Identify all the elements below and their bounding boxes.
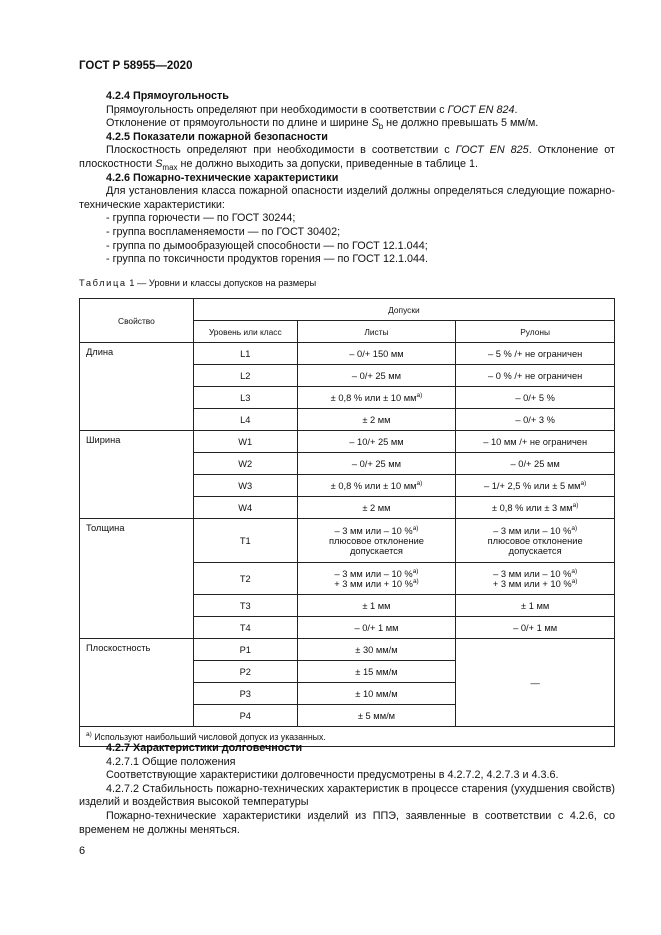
table-caption (79, 278, 316, 288)
symbol-s: S (371, 117, 379, 130)
header-level: Уровень или класс (193, 321, 297, 343)
list-item: - группа по дымообразующей способности — по ГОСТ 12.1.044; (106, 239, 428, 252)
heading-4-2-6: 4.2.6 Пожарно-технические характеристики (106, 171, 339, 184)
footnote-marker: а) (571, 567, 578, 575)
cell-sheets: ± 30 мм/м (297, 639, 456, 661)
cell-rolls: – 3 мм или – 10 %$^{а)}$ + 3 мм или + 10 %$^{а)}$ (456, 563, 615, 595)
cell-level: L2 (193, 365, 297, 387)
footnote-marker: а) (572, 501, 579, 509)
cell-level: W2 (193, 453, 297, 475)
cell-level: L4 (193, 409, 297, 431)
cell-sheets: – 0/+ 25 мм (297, 365, 456, 387)
cell-sheets: ± 2 мм (297, 409, 456, 431)
table-row (80, 639, 615, 661)
cell-sheets: ± 15 мм/м (297, 661, 456, 683)
cell-level: P4 (193, 705, 297, 727)
cell-rolls: – 0 % /+ не ограничен (456, 365, 615, 387)
paragraph-fire-stability: Пожарно-технические характеристики изделий из ППЭ, заявленные в соответствии с 4.2.6, со временем не должны меняться. (79, 809, 615, 836)
cell-level: T3 (193, 595, 297, 617)
paragraph-squareness-method: Прямоугольность определяют при необходимости в соответствии с ГОСТ EN 824. (106, 103, 518, 116)
cell-sheets: ± 2 мм (297, 497, 456, 519)
footnote-marker: а) (86, 730, 92, 738)
ref-gost-en-825: ГОСТ EN 825 (455, 144, 529, 157)
cell-sheets: – 0/+ 25 мм (297, 453, 456, 475)
header-rolls: Рулоны (456, 321, 615, 343)
property-thickness: Толщина (80, 519, 194, 639)
subscript-b: b (378, 122, 384, 132)
cell-level: W1 (193, 431, 297, 453)
header-property: Свойство (80, 299, 194, 343)
table-header-row (80, 299, 615, 321)
list-item: - группа воспламеняемости — по ГОСТ 30402; (106, 225, 341, 238)
table-caption-text: 1 — Уровни и классы допусков на размеры (126, 278, 317, 288)
cell-rolls: – 3 мм или – 10 %$^{а)}$ плюсовое отклонение допускается (456, 519, 615, 563)
property-flatness: Плоскостность (80, 639, 194, 727)
cell-sheets: ± 0,8 % или ± 10 $мм^{а)}$ (297, 475, 456, 497)
section-4-2-7 (79, 742, 615, 837)
cell-sheets: ± 10 мм/м (297, 683, 456, 705)
cell-level: T2 (193, 563, 297, 595)
cell-level: P2 (193, 661, 297, 683)
section-4-2-4-to-4-2-6 (79, 90, 615, 267)
cell-level: L1 (193, 343, 297, 365)
tolerance-table (79, 298, 615, 747)
table-row (80, 431, 615, 453)
footnote-marker: а) (416, 479, 423, 487)
footnote-marker: а) (571, 577, 578, 585)
footnote-marker: а) (571, 524, 578, 532)
cell-sheets: – 0/+ 150 мм (297, 343, 456, 365)
cell-sheets: – 0/+ 1 мм (297, 617, 456, 639)
footnote-marker: а) (412, 577, 419, 585)
footnote-marker: а) (416, 391, 423, 399)
cell-rolls: – 10 мм /+ не ограничен (456, 431, 615, 453)
paragraph-squareness-limit: Отклонение от прямоугольности по длине и ширине $S_b$ не должно превышать 5 мм/м. (106, 117, 539, 132)
cell-level: W3 (193, 475, 297, 497)
subheading-4-2-7-1: 4.2.7.1 Общие положения (106, 755, 236, 768)
cell-sheets: – 3 мм или – 10 %$^{а)}$ плюсовое отклонение допускается (297, 519, 456, 563)
cell-sheets: – 3 мм или – 10 %$^{а)}$ + 3 мм или + 10 %$^{а)}$ (297, 563, 456, 595)
table-row (80, 343, 615, 365)
cell-sheets: ± 1 мм (297, 595, 456, 617)
cell-level: L3 (193, 387, 297, 409)
cell-rolls-flatness: — (456, 639, 615, 727)
property-length: Длина (80, 343, 194, 431)
cell-sheets: ± 0,8 % или ± 10 $мм^{а)}$ (297, 387, 456, 409)
cell-rolls: ± 1 мм (456, 595, 615, 617)
ref-gost-en-824: ГОСТ EN 824 (447, 103, 515, 116)
cell-sheets: ± 5 мм/м (297, 705, 456, 727)
footnote-marker: а) (412, 524, 419, 532)
cell-rolls: – 0/+ 3 % (456, 409, 615, 431)
cell-level: T1 (193, 519, 297, 563)
header-sheets: Листы (297, 321, 456, 343)
heading-4-2-7: 4.2.7 Характеристики долговечности (106, 742, 303, 754)
symbol-s-max: S (155, 157, 163, 170)
cell-rolls: – 0/+ 1 мм (456, 617, 615, 639)
cell-rolls: – 1/+ 2,5 % или ± 5 $мм^{а)}$ (456, 475, 615, 497)
property-width: Ширина (80, 431, 194, 519)
cell-level: P1 (193, 639, 297, 661)
cell-rolls: ± 0,8 % или ± 3 $мм^{а)}$ (456, 497, 615, 519)
table-footnote: $^{а)}$ Используют наибольший числовой допуск из указанных. (80, 727, 615, 747)
cell-rolls: – 0/+ 25 мм (456, 453, 615, 475)
paragraph-4-2-7-2: 4.2.7.2 Стабильность пожарно-технических характеристик в процессе старения (ухудшения свойств) изделий и воздействия высокой температуры (79, 782, 615, 809)
cell-level: T4 (193, 617, 297, 639)
cell-level: W4 (193, 497, 297, 519)
header-tolerances: Допуски (193, 299, 614, 321)
cell-rolls: – 5 % /+ не ограничен (456, 343, 615, 365)
document-header: ГОСТ Р 58955—2020 (79, 60, 193, 72)
subscript-max: max (162, 163, 178, 173)
paragraph-flatness: Плоскостность определяют при необходимости в соответствии с ГОСТ EN 825. Отклонение от плоскостности $S_{max}$ не должно выходить за допуски, приведенные в таблице 1. (79, 144, 615, 173)
cell-sheets: – 10/+ 25 мм (297, 431, 456, 453)
paragraph-fire-characteristics-intro: Для установления класса пожарной опасности изделий должны определяться следующие пожарно-технические характеристики: (79, 185, 615, 211)
cell-level: P3 (193, 683, 297, 705)
footnote-marker: а) (580, 479, 587, 487)
cell-rolls: – 0/+ 5 % (456, 387, 615, 409)
heading-4-2-4: 4.2.4 Прямоугольность (106, 90, 229, 102)
page-number: 6 (79, 845, 86, 857)
footnote-marker: а) (412, 567, 419, 575)
list-item: - группа горючести — по ГОСТ 30244; (106, 212, 296, 225)
heading-4-2-5: 4.2.5 Показатели пожарной безопасности (106, 130, 328, 143)
table-caption-label: Таблица (79, 278, 127, 288)
paragraph-durability-refs: Соответствующие характеристики долговечности предусмотрены в 4.2.7.2, 4.2.7.3 и 4.3.6. (106, 769, 559, 782)
list-item: - группа по токсичности продуктов горения — по ГОСТ 12.1.044. (106, 253, 429, 266)
table-row (80, 519, 615, 563)
